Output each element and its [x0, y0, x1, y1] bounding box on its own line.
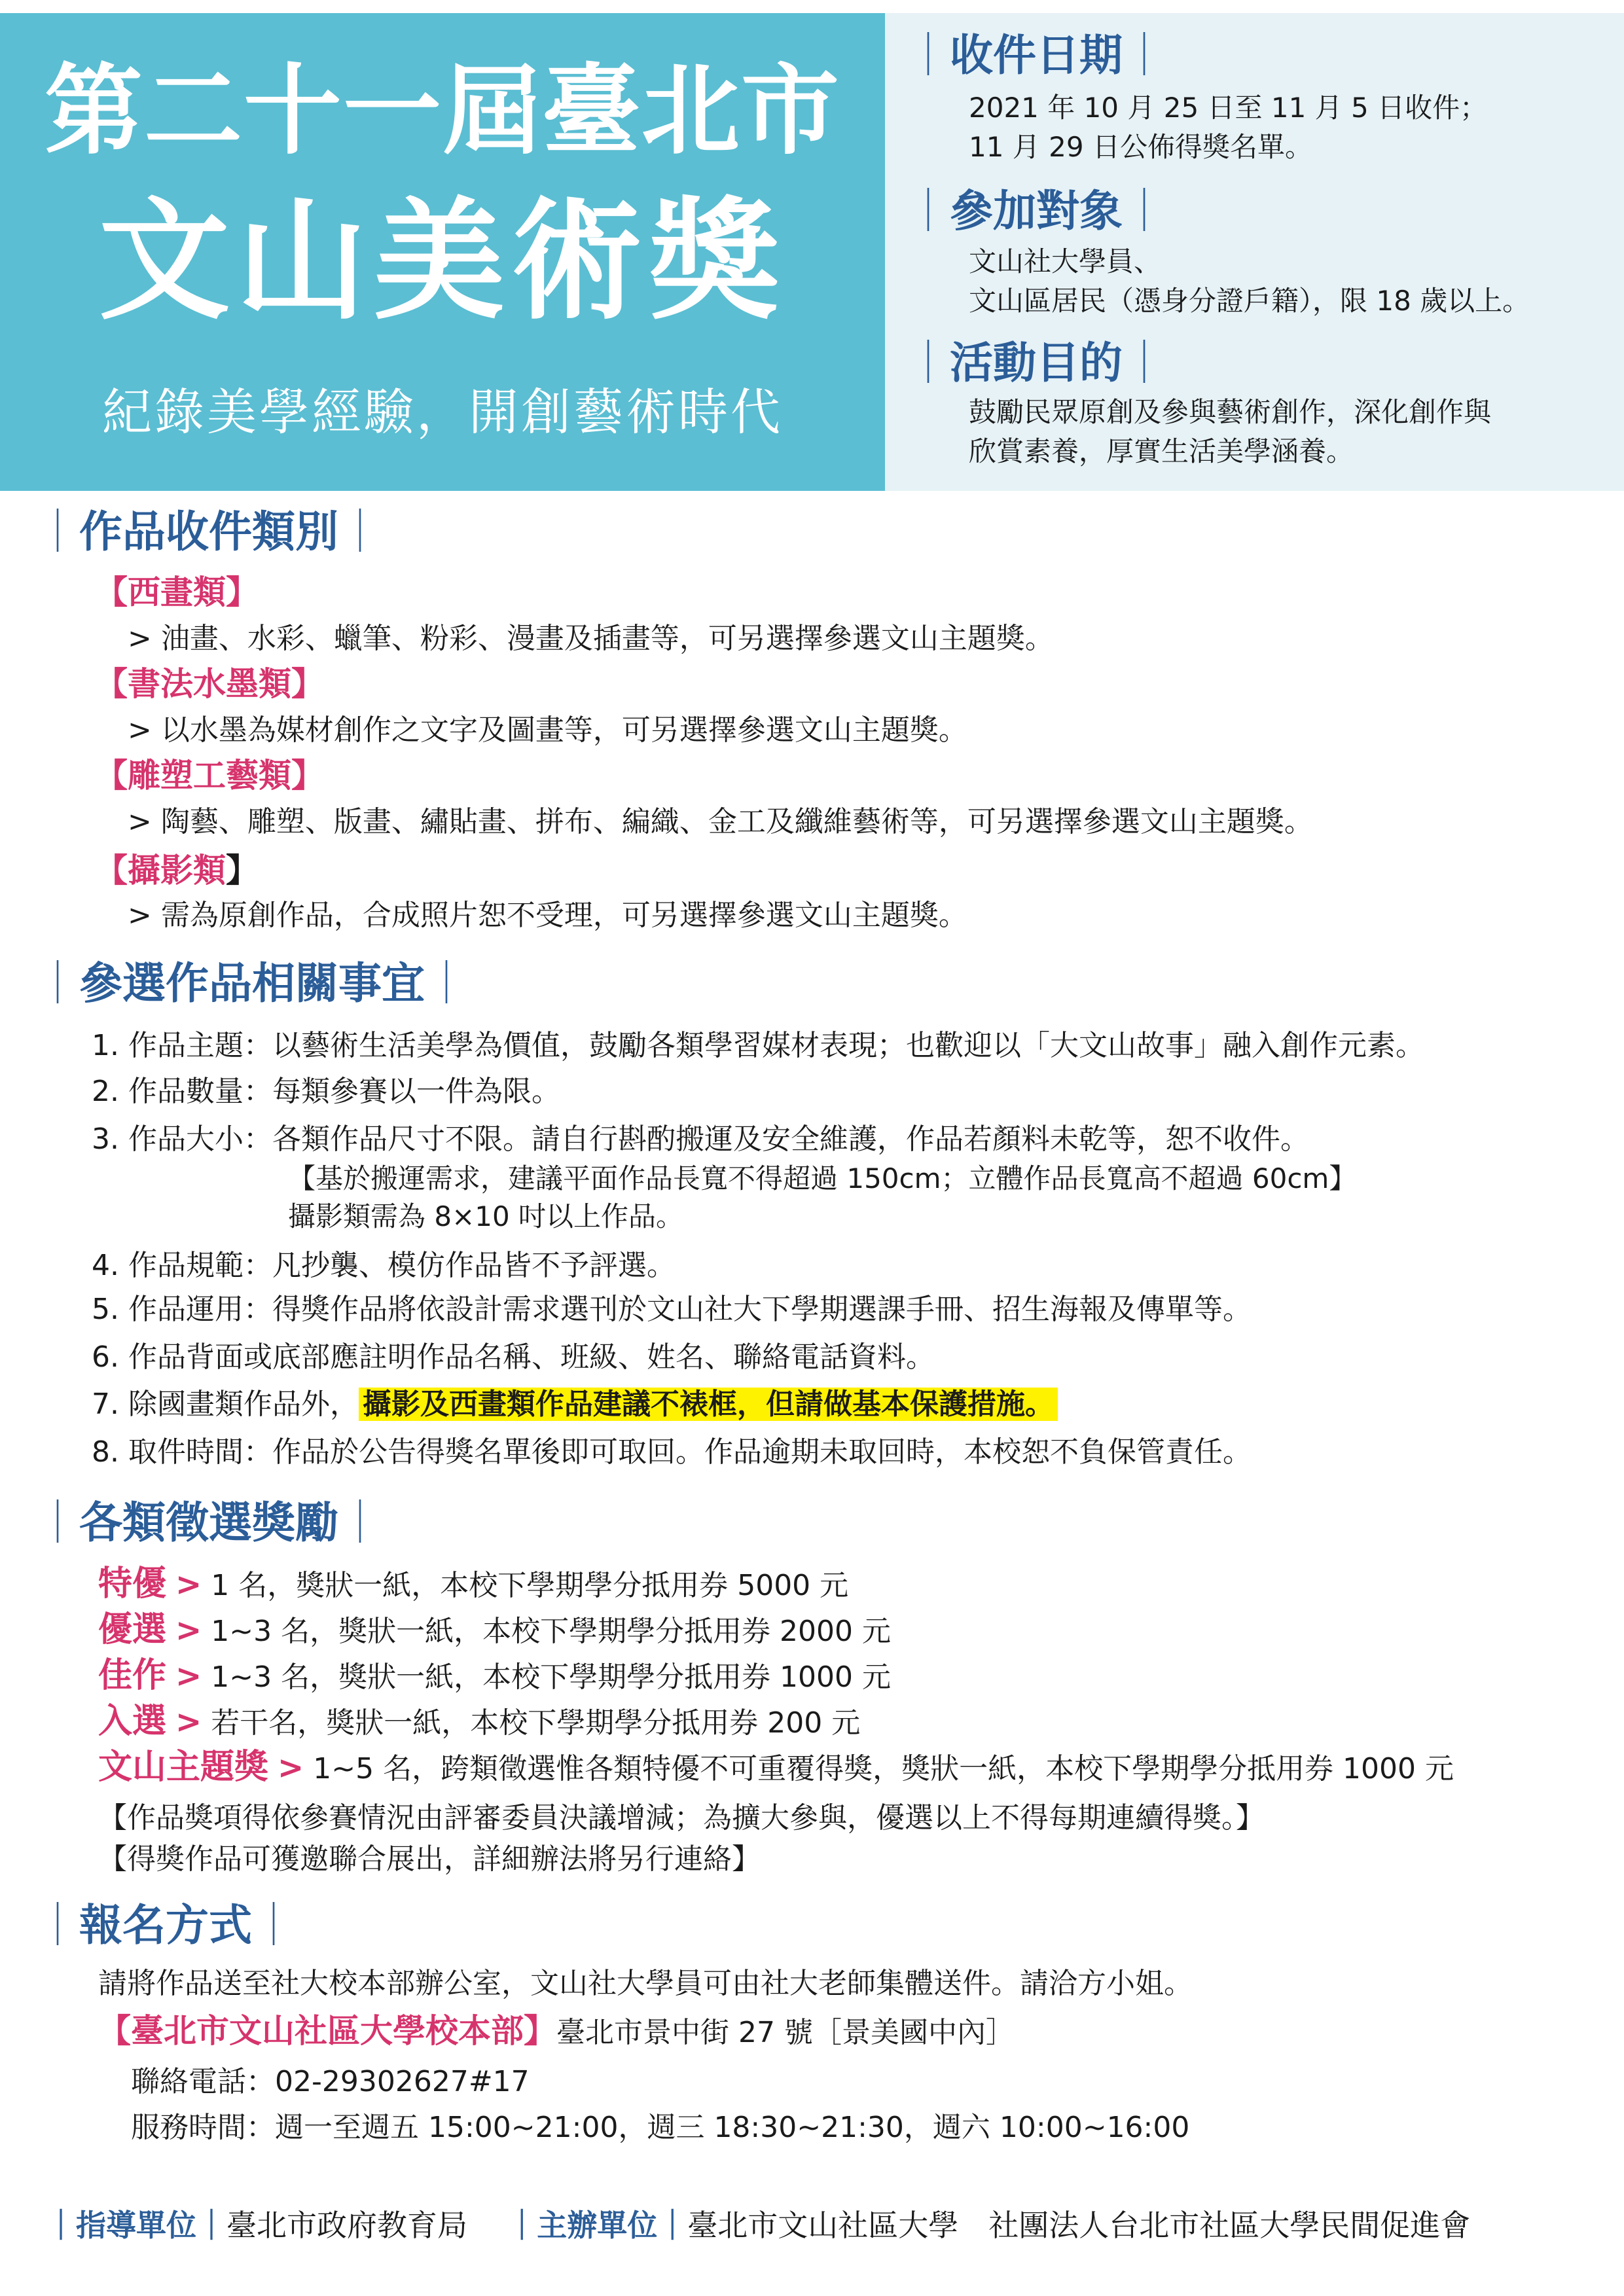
category-description: > 以水墨為媒材創作之文字及圖畫等，可另選擇參選文山主題獎。 — [128, 713, 967, 747]
organizer-label: ｜主辦單位｜ — [507, 2208, 688, 2243]
footer — [46, 2202, 1470, 2255]
highlight-text: 攝影及西畫類作品建議不裱框，但請做基本保護措施。 — [359, 1388, 1058, 1421]
award-row: 特優 > 1 名，獎狀一紙，本校下學期學分抵用券 5000 元 — [98, 1564, 849, 1604]
purpose-line: 欣賞素養，厚實生活美學涵養。 — [969, 435, 1354, 467]
registration-text: 請將作品送至社大校本部辦公室，文山社大學員可由社大老師集體送件。請洽方小姐。 — [98, 1967, 1193, 2000]
rule-item — [92, 1384, 1058, 1425]
participants-line: 文山區居民（憑身分證戶籍），限 18 歲以上。 — [969, 285, 1530, 317]
collection-line: 2021 年 10 月 25 日至 11 月 5 日收件； — [969, 92, 1488, 124]
category-description: > 油畫、水彩、蠟筆、粉彩、漫畫及插畫等，可另選擇參選文山主題獎。 — [128, 622, 1054, 655]
hero-title-line2: 文山美術獎 — [98, 185, 786, 338]
rule-item: 6. 作品背面或底部應註明作品名稱、班級、姓名、聯絡電話資料。 — [92, 1340, 935, 1374]
rule-item: 2. 作品數量：每類參賽以一件為限。 — [92, 1075, 560, 1108]
award-row: 佳作 > 1~3 名，獎狀一紙，本校下學期學分抵用券 1000 元 — [98, 1656, 892, 1695]
category-description: > 需為原創作品，合成照片恕不受理，可另選擇參選文山主題獎。 — [128, 899, 967, 932]
award-row: 文山主題獎 > 1~5 名，跨類徵選惟各類特優不可重覆得獎，獎狀一紙，本校下學期學分抵用券 1000 元 — [98, 1748, 1454, 1787]
registration-hours: 服務時間：週一至週五 15:00~21:00，週三 18:30~21:30，週六 10:00~16:00 — [131, 2111, 1190, 2144]
rule-subitem: 【基於搬運需求，建議平面作品長寬不得超過 150cm；立體作品長寬高不超過 60cm】 — [288, 1162, 1357, 1194]
rule-item: 5. 作品運用：得獎作品將依設計需求選刊於文山社大下學期選課手冊、招生海報及傳單等。 — [92, 1293, 1252, 1326]
rule-item: 1. 作品主題：以藝術生活美學為價值，鼓勵各類學習媒材表現；也歡迎以「大文山故事」融入創作元素。 — [92, 1029, 1424, 1062]
participants-heading: ｜參加對象｜ — [907, 186, 1166, 236]
guidance-label: ｜指導單位｜ — [46, 2208, 226, 2243]
participants-line: 文山社大學員、 — [969, 245, 1162, 278]
organizer-value: 臺北市文山社區大學 社團法人台北市社區大學民間促進會 — [687, 2208, 1471, 2243]
categories-heading: ｜作品收件類別｜ — [36, 507, 382, 557]
category-label: 【西畫類】 — [95, 573, 259, 611]
category-description: > 陶藝、雕塑、版畫、繡貼畫、拼布、編織、金工及纖維藝術等，可另選擇參選文山主題獎。 — [128, 805, 1313, 838]
category-label: 【攝影類】 — [95, 852, 259, 889]
rule-item-prefix: 7. 除國畫類作品外， — [92, 1388, 359, 1421]
hero-slogan: 紀錄美學經驗，開創藝術時代 — [102, 383, 783, 441]
collection-heading: ｜收件日期｜ — [907, 30, 1166, 81]
rule-item: 8. 取件時間：作品於公告得獎名單後即可取回。作品逾期未取回時，本校恕不負保管責任。 — [92, 1435, 1252, 1469]
award-row: 入選 > 若干名，獎狀一紙，本校下學期學分抵用券 200 元 — [98, 1702, 861, 1741]
guidance-value: 臺北市政府教育局 — [226, 2208, 467, 2243]
school-address: 臺北市景中街 27 號［景美國中內］ — [556, 2016, 1015, 2049]
school-name: 【臺北市文山社區大學校本部】 — [98, 2012, 556, 2050]
registration-address-line — [98, 2011, 1015, 2053]
rule-item: 3. 作品大小：各類作品尺寸不限。請自行斟酌搬運及安全維護，作品若顏料未乾等，恕不收件。 — [92, 1122, 1309, 1156]
purpose-heading: ｜活動目的｜ — [907, 338, 1166, 388]
awards-heading: ｜各類徵選獎勵｜ — [36, 1498, 382, 1548]
award-note: 【作品獎項得依參賽情況由評審委員決議增減；為擴大參與，優選以上不得每期連續得獎。】 — [98, 1801, 1265, 1835]
award-note: 【得獎作品可獲邀聯合展出，詳細辦法將另行連絡】 — [98, 1842, 761, 1876]
rule-item: 4. 作品規範：凡抄襲、模仿作品皆不予評選。 — [92, 1249, 676, 1282]
collection-line: 11 月 29 日公佈得獎名單。 — [969, 131, 1312, 163]
award-row: 優選 > 1~3 名，獎狀一紙，本校下學期學分抵用券 2000 元 — [98, 1610, 892, 1649]
category-label: 【書法水墨類】 — [95, 665, 324, 703]
registration-phone: 聯絡電話：02-29302627#17 — [131, 2065, 530, 2098]
rule-subitem: 攝影類需為 8×10 吋以上作品。 — [288, 1200, 684, 1232]
registration-heading: ｜報名方式｜ — [36, 1900, 295, 1950]
purpose-line: 鼓勵民眾原創及參與藝術創作，深化創作與 — [969, 396, 1492, 428]
category-label: 【雕塑工藝類】 — [95, 757, 324, 795]
hero-title-line1: 第二十一屆臺北市 — [44, 54, 840, 168]
rules-heading: ｜參選作品相關事宜｜ — [36, 958, 468, 1009]
